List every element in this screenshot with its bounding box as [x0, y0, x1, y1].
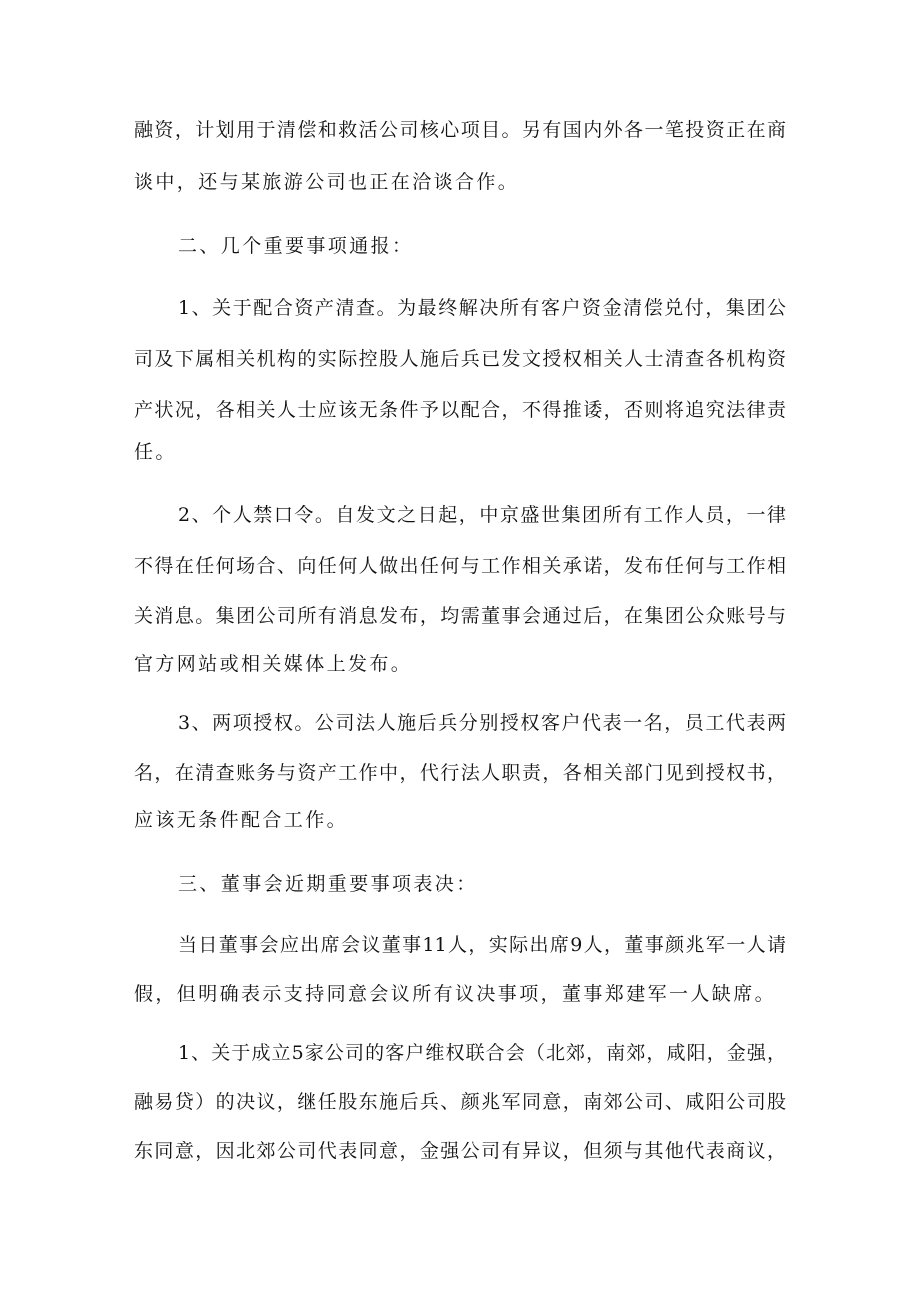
paragraph-line: 1、关于配合资产清查。为最终解决所有客户资金清偿兑付，集团公	[178, 297, 786, 319]
paragraph-line: 产状况，各相关人士应该无条件予以配合，不得推诿，否则将追究法律责	[134, 399, 786, 421]
paragraph-line: 谈中，还与某旅游公司也正在洽谈合作。	[134, 171, 520, 193]
paragraph-line: 官方网站或相关媒体上发布。	[134, 653, 413, 675]
section-heading: 二、几个重要事项通报：	[178, 235, 414, 257]
paragraph-line: 不得在任何场合、向任何人做出任何与工作相关承诺，发布任何与工作相	[134, 555, 786, 577]
paragraph-line: 融资，计划用于清偿和救活公司核心项目。另有国内外各一笔投资正在商	[134, 119, 786, 141]
paragraph-line: 假，但明确表示支持同意会议所有议决事项，董事郑建军一人缺席。	[134, 983, 777, 1005]
paragraph-line: 应该无条件配合工作。	[134, 809, 349, 831]
paragraph-line: 司及下属相关机构的实际控股人施后兵已发文授权相关人士清查各机构资	[134, 348, 786, 370]
paragraph-line: 融易贷）的决议，继任股东施后兵、颜兆军同意，南郊公司、咸阳公司股	[134, 1091, 786, 1113]
paragraph-line: 2、个人禁口令。自发文之日起，中京盛世集团所有工作人员，一律	[178, 504, 786, 526]
paragraph-line: 东同意，因北郊公司代表同意，金强公司有异议，但须与其他代表商议，	[134, 1140, 786, 1162]
paragraph-line: 3、两项授权。公司法人施后兵分别授权客户代表一名，员工代表两	[178, 712, 786, 734]
paragraph-line: 1、关于成立5家公司的客户维权联合会（北郊，南郊，咸阳，金强，	[178, 1042, 786, 1064]
paragraph-line: 关消息。集团公司所有消息发布，均需董事会通过后，在集团公众账号与	[134, 605, 786, 627]
paragraph-line: 名，在清查账务与资产工作中，代行法人职责，各相关部门见到授权书，	[134, 762, 786, 784]
paragraph-line: 任。	[134, 441, 177, 463]
section-heading: 三、董事会近期重要事项表决：	[178, 873, 478, 895]
paragraph-line: 当日董事会应出席会议董事11人，实际出席9人，董事颜兆军一人请	[178, 934, 786, 956]
